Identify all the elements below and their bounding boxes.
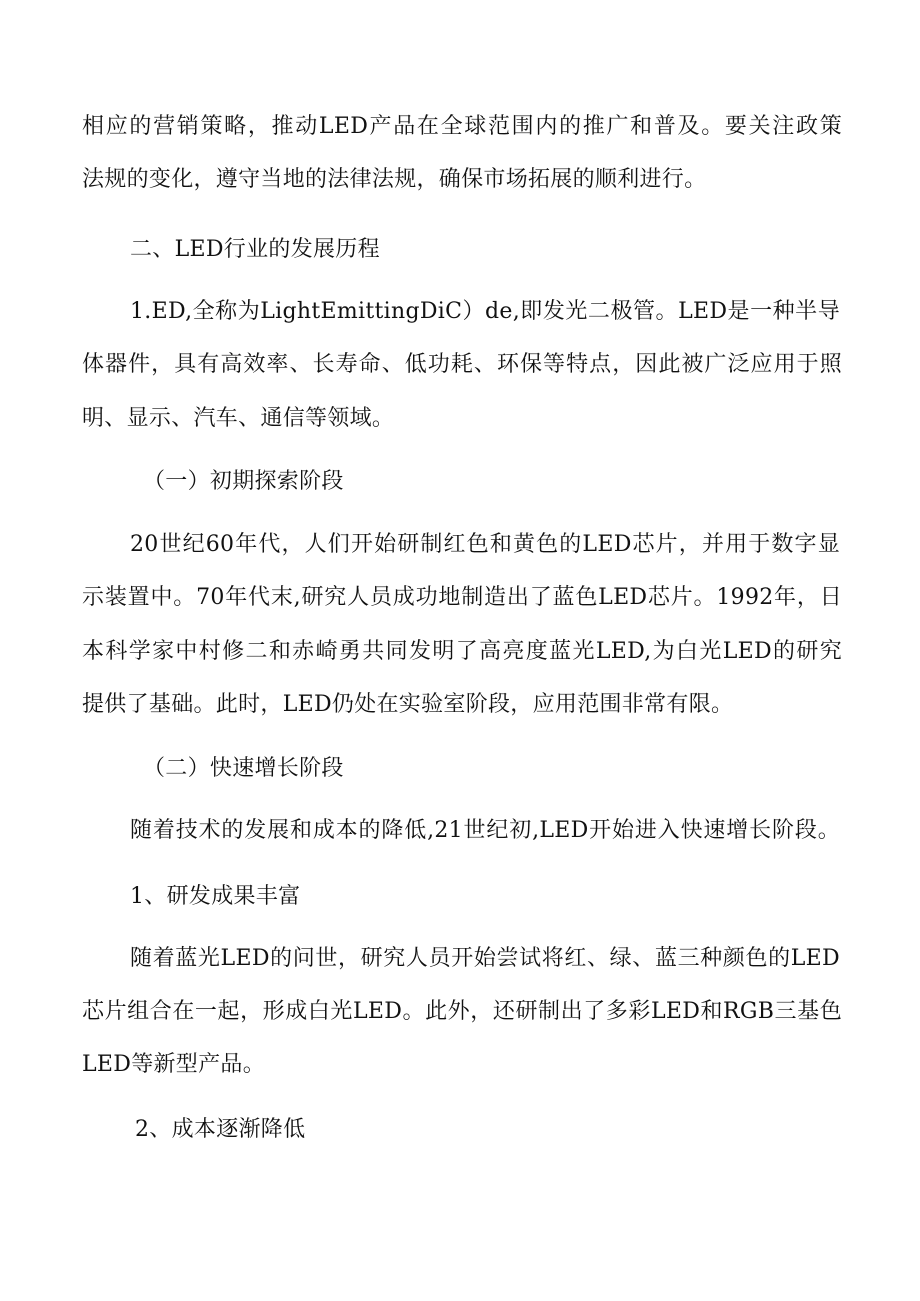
subsection-heading: （二）快速增长阶段 xyxy=(143,756,344,781)
paragraph-line: 1.ED,全称为LightEmittingDiC）de,即发光二极管。LED是一种半导 xyxy=(130,299,840,324)
section-heading: 二、LED行业的发展历程 xyxy=(130,237,380,262)
paragraph-line: LED等新型产品。 xyxy=(82,1052,266,1077)
paragraph-line: 随着技术的发展和成本的降低,21世纪初,LED开始进入快速增长阶段。 xyxy=(130,818,840,843)
paragraph-line: 示装置中。70年代末,研究人员成功地制造出了蓝色LED芯片。1992年，日 xyxy=(82,585,842,610)
paragraph-line: 本科学家中村修二和赤崎勇共同发明了高亮度蓝光LED,为白光LED的研究 xyxy=(82,639,842,664)
paragraph-line: 相应的营销策略，推动LED产品在全球范围内的推广和普及。要关注政策 xyxy=(82,114,842,139)
item-heading: 1、研发成果丰富 xyxy=(130,884,301,909)
item-heading: 2、成本逐渐降低 xyxy=(135,1117,306,1142)
subsection-heading: （一）初期探索阶段 xyxy=(143,469,344,494)
paragraph-line: 提供了基础。此时，LED仍处在实验室阶段，应用范围非常有限。 xyxy=(82,692,734,717)
paragraph-line: 芯片组合在一起，形成白光LED。此外，还研制出了多彩LED和RGB三基色 xyxy=(82,999,842,1024)
paragraph-line: 20世纪60年代，人们开始研制红色和黄色的LED芯片，并用于数字显 xyxy=(130,532,840,557)
paragraph-line: 明、显示、汽车、通信等领域。 xyxy=(82,406,395,431)
paragraph-line: 法规的变化，遵守当地的法律法规，确保市场拓展的顺利进行。 xyxy=(82,167,707,192)
paragraph-line: 体器件，具有高效率、长寿命、低功耗、环保等特点，因此被广泛应用于照 xyxy=(82,352,842,377)
paragraph-line: 随着蓝光LED的问世，研究人员开始尝试将红、绿、蓝三种颜色的LED xyxy=(130,946,840,971)
